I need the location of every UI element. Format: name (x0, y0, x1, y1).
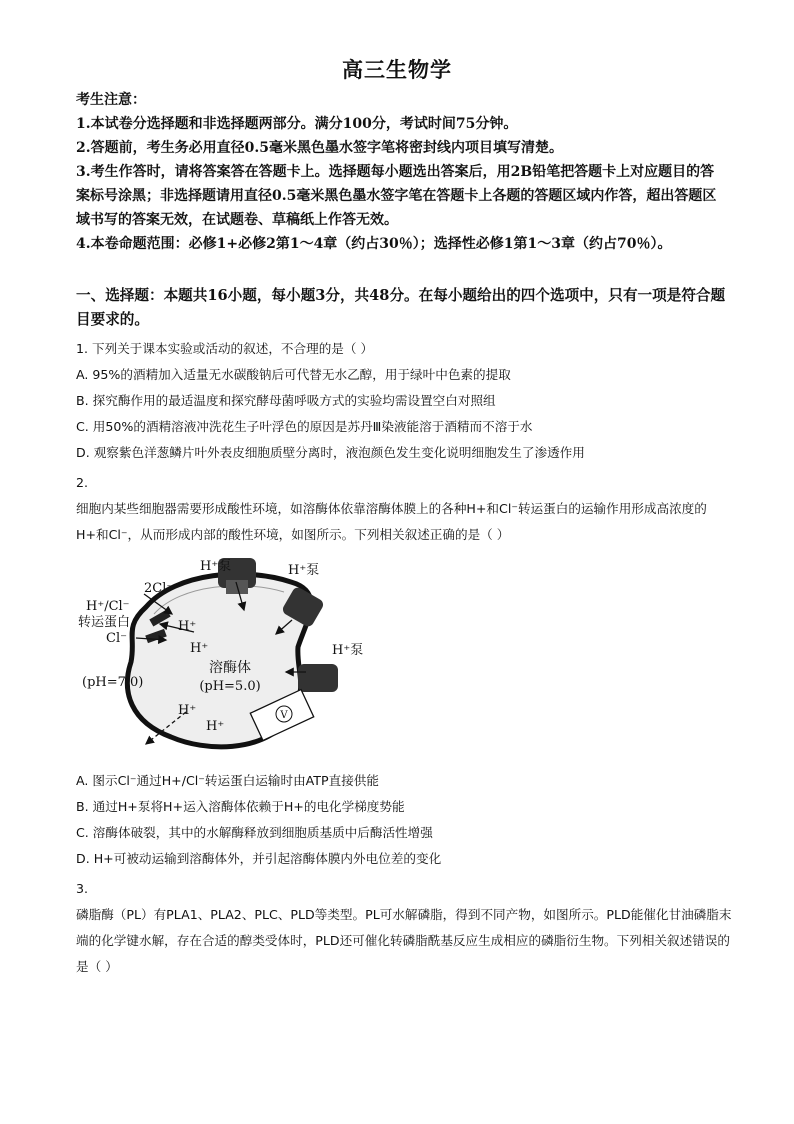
pump-label: H⁺泵 (200, 559, 232, 574)
section-heading: 一、选择题：本题共16小题，每小题3分，共48分。在每小题给出的四个选项中，只有一项是符合题目要求的。 (76, 287, 726, 328)
option-a: A. 95%的酒精加入适量无水碳酸钠后可代替无水乙醇，用于绿叶中色素的提取 (76, 367, 511, 382)
option-a: A. 图示Cl⁻通过H+/Cl⁻转运蛋白运输时由ATP直接供能 (76, 773, 379, 788)
lysosome-label: 溶酶体 (209, 660, 251, 676)
cl-label: Cl⁻ (106, 631, 127, 646)
inside-ph-label: (pH=5.0) (199, 679, 261, 694)
pump-label: H⁺泵 (332, 643, 364, 658)
h-label: H⁺ (178, 619, 197, 634)
note-item: 1.本试卷分选择题和非选择题两部分。满分100分，考试时间75分钟。 (76, 116, 518, 132)
option-d: D. H+可被动运输到溶酶体外，并引起溶酶体膜内外电位差的变化 (76, 851, 442, 866)
note-item: 3.考生作答时，请将答案答在答题卡上。选择题每小题选出答案后，用2B铅笔把答题卡上对应题目的答案标号涂黑；非选择题请用直径0.5毫米黑色墨水签字笔在答题卡上各题的答题区域内作答，超出答题区域书写的答案无效，在试题卷、草稿纸上作答无效。 (76, 164, 717, 228)
option-c: C. 用50%的酒精溶液冲洗花生子叶浮色的原因是苏丹Ⅲ染液能溶于酒精而不溶于水 (76, 419, 533, 434)
question-2-options (76, 768, 736, 872)
pump-label: H⁺泵 (288, 563, 320, 578)
lysosome-diagram (76, 552, 376, 760)
question-stem: 1. 下列关于课本实验或活动的叙述，不合理的是（ ） (76, 341, 374, 356)
transporter-label: 转运蛋白 (78, 615, 131, 630)
outside-ph-label: (pH=7.0) (82, 675, 144, 690)
question-stem: 磷脂酶（PL）有PLA1、PLA2、PLC、PLD等类型。PL可水解磷脂，得到不同产物，如图所示。PLD能催化甘油磷脂末端的化学键水解，存在合适的醇类受体时，PLD还可催化转磷脂酰基反应生成相应的磷脂衍生物。下列相关叙述错误的是（ ） (76, 907, 732, 974)
question-number: 3. (76, 881, 89, 896)
proton-pump-icon (298, 664, 338, 692)
option-d: D. 观察紫色洋葱鳞片叶外表皮细胞质壁分离时，液泡颜色发生变化说明细胞发生了渗透作用 (76, 445, 585, 460)
cl2-label: 2Cl⁻ (144, 581, 174, 596)
exam-notes (76, 88, 726, 256)
notes-heading: 考生注意： (76, 92, 146, 108)
note-item: 4.本卷命题范围：必修1+必修2第1～4章（约占30％）；选择性必修1第1～3章（约占70％）。 (76, 236, 672, 252)
question-2 (76, 470, 736, 548)
h-label: H⁺ (190, 641, 209, 656)
question-stem: 细胞内某些细胞器需要形成酸性环境，如溶酶体依靠溶酶体膜上的各种H+和Cl⁻转运蛋白的运输作用形成高浓度的H+和Cl⁻，从而形成内部的酸性环境，如图所示。下列相关叙述正确的是（ ） (76, 501, 707, 542)
option-b: B. 通过H+泵将H+运入溶酶体依赖于H+的电化学梯度势能 (76, 799, 405, 814)
channel-v-label: V (280, 710, 288, 721)
option-b: B. 探究酶作用的最适温度和探究酵母菌呼吸方式的实验均需设置空白对照组 (76, 393, 496, 408)
question-3 (76, 876, 736, 980)
h-label: H⁺ (178, 703, 197, 718)
h-label: H⁺ (206, 719, 225, 734)
transporter-label: H⁺/Cl⁻ (86, 599, 130, 614)
question-number: 2. (76, 475, 89, 490)
page-title: 高三生物学 (342, 57, 452, 82)
option-c: C. 溶酶体破裂，其中的水解酶释放到细胞质基质中后酶活性增强 (76, 825, 433, 840)
note-item: 2.答题前，考生务必用直径0.5毫米黑色墨水签字笔将密封线内项目填写清楚。 (76, 140, 563, 156)
question-1 (76, 336, 736, 466)
